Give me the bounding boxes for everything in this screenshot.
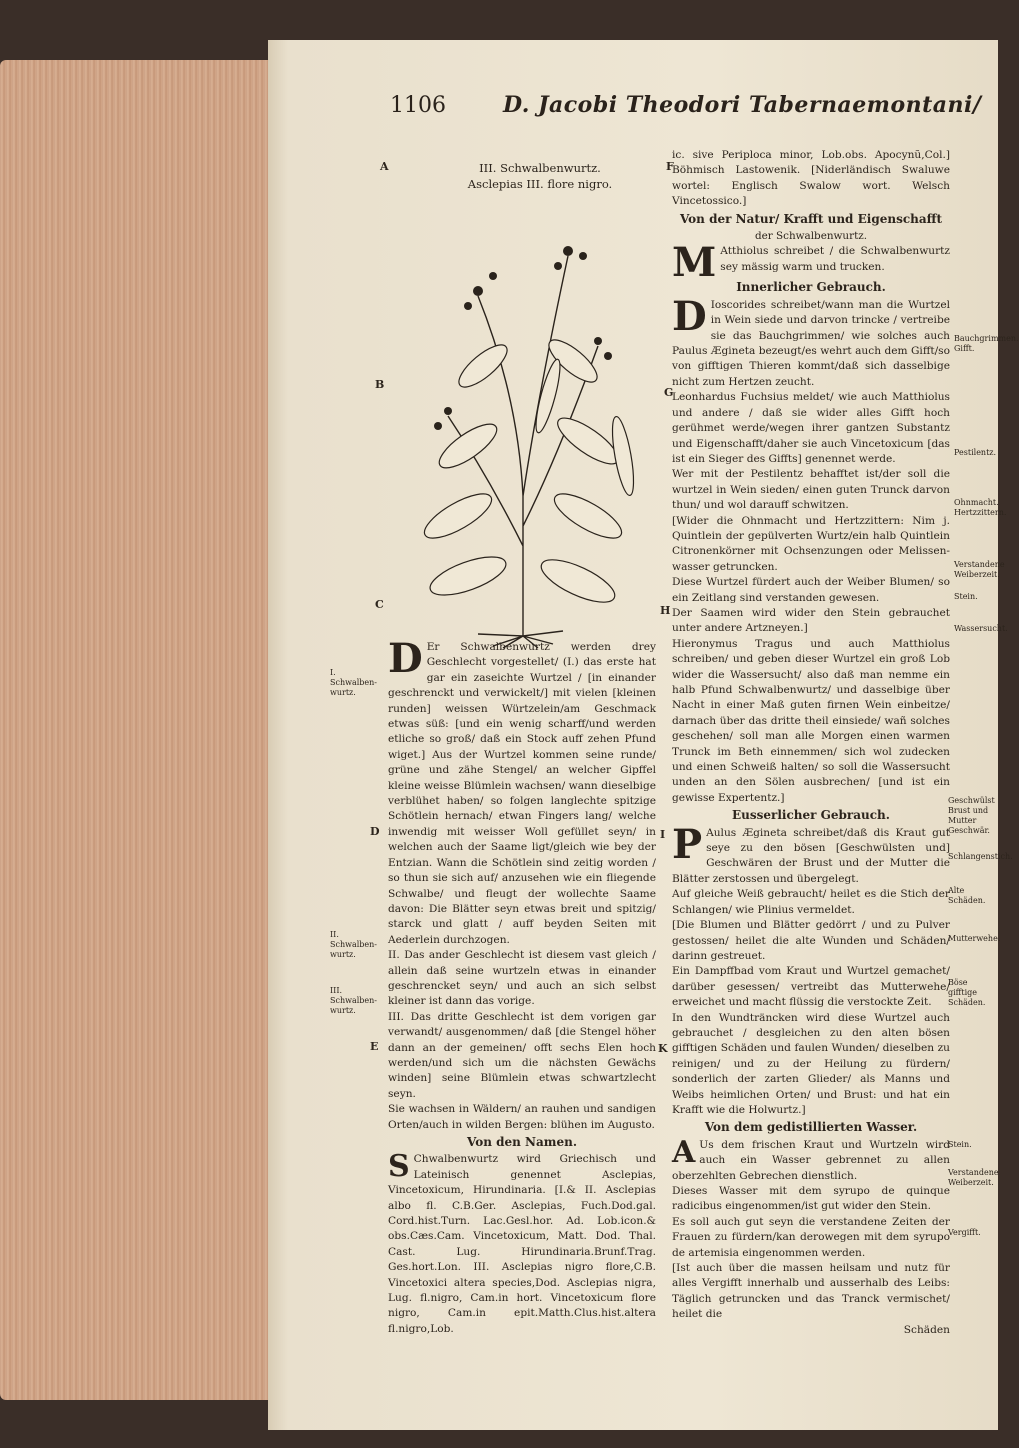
paragraph: III. Das dritte Geschlecht ist dem vorigen gar verwandt/ ausgenommen/ daß [die Stengel höher dann an der gemeinen/ offt sechs Elen hoch werden/und sich um die nächsten Gewächs winden] seine Blümlein etwas schwartzlecht seyn. xyxy=(388,1010,656,1100)
section-letter-h: H xyxy=(660,604,671,617)
paragraph-text: Atthiolus schreibet / die Schwalbenwurtz sey mässig warm und trucken. xyxy=(720,245,950,273)
margin-note-right: Vergifft. xyxy=(948,1228,981,1237)
paragraph: In den Wundträncken wird diese Wurtzel auch gebrauchet / desgleichen zu den alten bösen gifftigen Schäden und faulen Wunden/ dieselben zu reinigen/ und zu der Heilung zu fürdern/ sonderlich der zarten Glieder/ als Manns und Weibs heimlichen Orten/ und Brust: und hat ein Krafft wie die Holwurtz.] xyxy=(672,1011,950,1116)
paragraph: Der Saamen wird wider den Stein gebrauchet unter andere Artzneyen.] xyxy=(672,606,950,635)
paragraph-text: Us dem frischen Kraut und Wurtzeln wird auch ein Wasser gebrennet zu allen oberzehlten Gebrechen dienstlich. xyxy=(672,1138,950,1182)
margin-note-right: Stein. xyxy=(948,1140,972,1149)
paragraph xyxy=(672,292,950,390)
section-letter-i: I xyxy=(660,828,666,841)
section-letter-c: C xyxy=(375,598,384,611)
section-letter-e: E xyxy=(370,1040,379,1053)
section-letter-b: B xyxy=(375,378,385,391)
margin-note-right: Alte Schäden. xyxy=(948,886,986,905)
drop-cap: M xyxy=(672,239,717,287)
paragraph-text: Er Schwalbenwurtz werden drey Geschlecht vorgestellet/ (I.) das erste hat gar ein zaseichte Wurtzel / [in einander geschrenckt und verwickelt/] mit vielen [kleinen runden] weissen Würtzelein/am Geschmack etwas süß: [und ein wenig scharff/und werden etliche so groß/ daß ein Stock auff zehen Pfund wiget.] Aus der Wurtzel kommen seine runde/ grüne und zähe Stengel/ an welcher Gipffel kleine weisse Blümlein wachsen/ wann dieselbige verblühet haben/ so folgen langlechte spitzige Schötlein hernach/ etwan Fingers lang/ welche inwendig mit weisser Woll gefüllet seyn/ in welchen auch der Saame ligt/gleich wie bey der Entzian. Wann die Schötlein sind zeitig worden / so thun sie sich auf/ anzusehen wie ein fliegende Schwalbe/ und fleugt der wollechte Saame davon: Die Blätter seyn etwas breit und spitzig/ starck und glatt / auff beyden Seiten mit Aederlein durchzogen. xyxy=(388,641,656,946)
margin-note-right: Mutterwehe. xyxy=(948,934,1001,943)
margin-note-right: Verstandene Weiberzeit. xyxy=(948,1168,999,1187)
paragraph: Es soll auch gut seyn die verstandene Zeiten der Frauen zu fürdern/kan derowegen mit dem syrupo de artemisia eingenommen werden. xyxy=(672,1215,950,1259)
paragraph: Hieronymus Tragus und auch Matthiolus schreiben/ und geben dieser Wurtzel ein groß Lob wider die Wassersucht/ also daß man nemme ein halb Pfund Schwalbenwurtz/ und dasselbige über Nacht in einer Maß guten firnen Wein einbeitze/ darnach über das dritte theil einsiede/ wañ solches geschehen/ soll man alle Morgen einen warmen Trunck im Beth einnemmen/ sich wol zudecken und einen Schweiß halten/ so soll die Wassersucht unden an den Sölen ausbrechen/ [und ist ein gewisse Expertentz.] xyxy=(672,637,950,804)
section-heading: Von der Natur/ Krafft und Eigenschafft xyxy=(679,211,943,226)
running-title: D. Jacobi Theodori Tabernaemontani/ xyxy=(503,92,982,118)
paragraph-text: Aulus Ægineta schreibet/daß dis Kraut gut seye zu den bösen [Geschwülsten und] Geschwären der Brust und der Mutter die Blätter zerstossen und übergelegt. xyxy=(672,826,950,885)
caption-line-1: III. Schwalbenwurtz. xyxy=(479,161,601,175)
paragraph: [Die Blumen und Blätter gedörrt / und zu Pulver gestossen/ heilet die alte Wunden und Schäden/ darinn gestreuet. xyxy=(672,919,950,962)
section-heading: Innerlicher Gebrauch. xyxy=(736,280,886,295)
page-number: 1106 xyxy=(390,93,446,118)
paragraph: [Wider die Ohnmacht und Hertzzittern: Nim j. Quintlein der gepülverten Wurtz/ein halb Quintlein Citronenkörner mit Ochsenzungen oder Melissen-wasser getruncken. xyxy=(672,514,950,573)
right-column xyxy=(672,148,950,1338)
section-letter-g: G xyxy=(664,386,674,399)
paragraph xyxy=(672,820,950,888)
paragraph: Diese Wurtzel fürdert auch der Weiber Blumen/ so ein Zeitlang sind verstanden gewesen. xyxy=(672,576,950,604)
paragraph: Auf gleiche Weiß gebraucht/ heilet es die Stich der Schlangen/ wie Plinius vermeldet. xyxy=(672,888,950,916)
margin-note-right: Ohnmacht. Hertzzittern. xyxy=(954,498,1007,517)
section-letter-f: F xyxy=(666,160,674,173)
drop-cap: D xyxy=(388,635,423,682)
paragraph xyxy=(672,239,950,287)
catchword: Schäden xyxy=(903,1323,950,1336)
section-subheading: der Schwalbenwurtz. xyxy=(754,230,868,243)
section-heading: Von dem gedistillierten Wasser. xyxy=(704,1120,918,1135)
running-header xyxy=(390,92,981,118)
section-heading: Eusserlicher Gebrauch. xyxy=(732,808,890,823)
paragraph xyxy=(672,1134,950,1184)
margin-note-right: Wassersucht. xyxy=(954,624,1008,633)
margin-note-right: Geschwülst Brust und Mutter Geschwär. xyxy=(948,796,995,835)
paragraph: Sie wachsen in Wäldern/ an rauhen und sandigen Orten/auch in wilden Bergen: blühen im Augusto. xyxy=(388,1103,656,1131)
left-column xyxy=(388,635,656,1337)
illustration-caption xyxy=(450,160,630,192)
paragraph-text: Ioscorides schreibet/wann man die Wurtzel in Wein siede und darvon trincke / vertreibe sie das Bauchgrimmen/ wie solches auch Paulus Ægineta bezeugt/es wehrt auch dem Gifft/so von gifftigen Thieren kommt/daß sich dasselbige nicht zum Hertzen zeucht. xyxy=(672,298,950,388)
paragraph xyxy=(388,1149,656,1337)
plant-woodcut-illustration xyxy=(398,196,648,646)
paragraph: Leonhardus Fuchsius meldet/ wie auch Matthiolus und andere / daß sie wider alles Gifft hoch gerühmet werde/wegen ihrer gantzen Substantz und Eigenschafft/daher sie auch Vincetoxicum [das ist ein Sieger des Giffts] genennet werde. xyxy=(672,391,950,465)
margin-note-right: Stein. xyxy=(954,592,978,601)
margin-note-left: III. Schwalben-wurtz. xyxy=(330,986,377,1015)
margin-note-right: Böse gifftige Schäden. xyxy=(948,978,986,1007)
paragraph-text: Chwalbenwurtz wird Griechisch und Lateinisch genennet Asclepias, Vincetoxicum, Hirundinaria. [I.& II. Asclepias albo fl. C.B.Ger. Asclepias, Fuch.Dod.gal. Cord.hist.Turn. Lac.Gesl.hor. Ad. Lob.icon.& obs.Cæs.Cam. Vincetoxicum, Matt. Dod. Thal. Cast. Lug. Hirundinaria.Brunf.Trag. Ges.hort.Lon. III. Asclepias nigro flore,C.B. Vincetoxici altera species,Dod. Asclepias nigra, Lug. fl.nigro, Cam.in hort. Vincetoxicum flore nigro, Cam.in epit.Matth.Clus.hist.altera fl.nigro,Lob. xyxy=(388,1153,656,1335)
margin-note-left: II. Schwalben-wurtz. xyxy=(330,930,377,959)
margin-note-right: Bauchgrimmen. Gifft. xyxy=(954,334,1019,353)
margin-note-right: Pestilentz. xyxy=(954,448,997,457)
paragraph xyxy=(388,635,656,948)
paragraph: II. Das ander Geschlecht ist diesem vast gleich / allein daß seine wurtzeln etwas in einander geschrencket seyn/ und auch an sich selbst kleiner ist dann das vorige. xyxy=(388,949,656,1008)
caption-line-2: Asclepias III. flore nigro. xyxy=(467,177,613,191)
section-heading: Von den Namen. xyxy=(466,1135,578,1149)
drop-cap: D xyxy=(672,292,707,340)
margin-note-right: Schlangenstich. xyxy=(948,852,1013,861)
margin-note-right: Verstandene Weiberzeit. xyxy=(954,560,1005,579)
drop-cap: P xyxy=(672,820,703,868)
margin-note-left: I. Schwalben-wurtz. xyxy=(330,668,377,697)
paragraph: Dieses Wasser mit dem syrupo de quinque radicibus eingenommen/ist gut wider den Stein. xyxy=(672,1185,950,1213)
paragraph: Ein Dampffbad vom Kraut und Wurtzel gemachet/ darüber gesessen/ vertreibt das Mutterwehe/ erweichet und macht flüssig die verstockte Zeit. xyxy=(672,965,950,1009)
section-letter-k: K xyxy=(658,1042,668,1055)
section-letter-a: A xyxy=(380,160,389,173)
drop-cap: A xyxy=(672,1134,696,1170)
paragraph: Wer mit der Pestilentz behafftet ist/der soll die wurtzel in Wein sieden/ einen guten Trunck darvon thun/ und wol darauff schwitzen. xyxy=(672,468,950,512)
section-letter-d: D xyxy=(370,825,380,838)
paragraph: [Ist auch über die massen heilsam und nutz für alles Vergifft innerhalb und ausserhalb des Leibs: Täglich getruncken und das Tranck vermischet/ heilet die xyxy=(672,1262,950,1321)
paragraph: ic. sive Periploca minor, Lob.obs. Apocynũ,Col.] Böhmisch Lastowenik. [Niderländisch Swaluwe wortel: Englisch Swalow wort. Welsch Vincetossico.] xyxy=(672,149,950,208)
book-fore-edge xyxy=(0,60,270,1400)
drop-cap: S xyxy=(388,1149,410,1185)
